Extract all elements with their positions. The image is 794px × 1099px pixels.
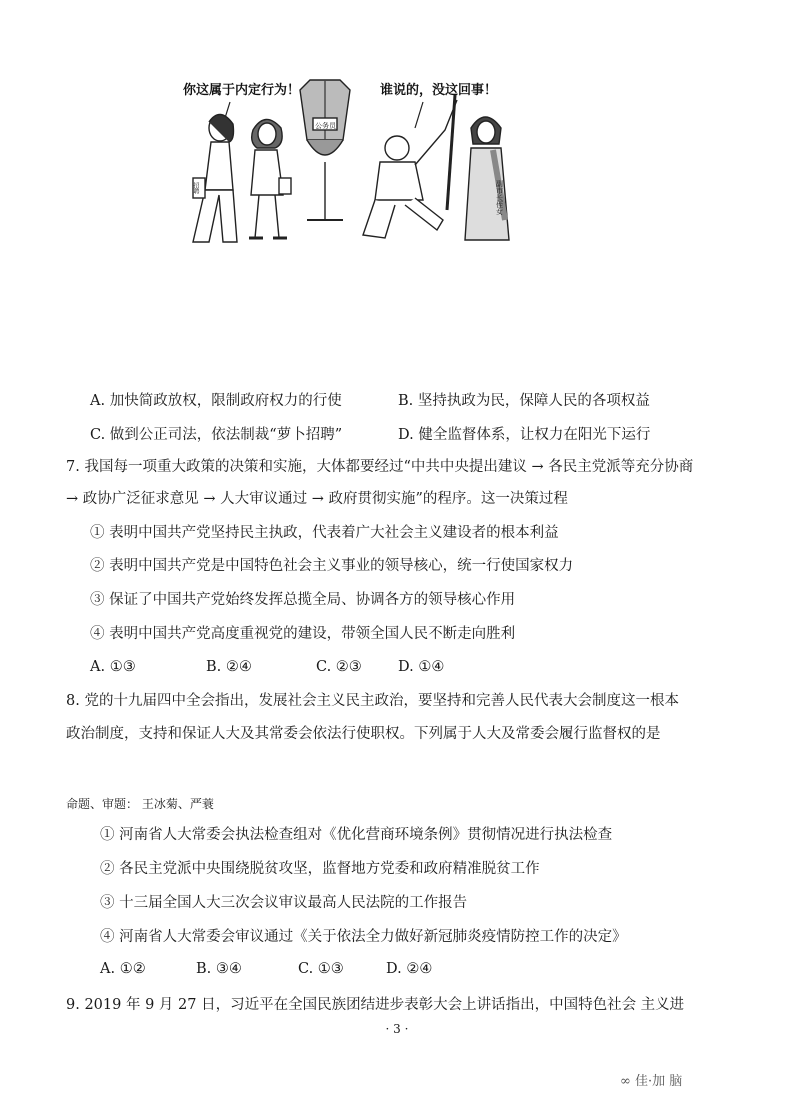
woman-second-figure	[249, 119, 291, 238]
q7-option-a: A. ①③	[90, 659, 136, 675]
q6-option-c: C. 做到公正司法，依法制裁“萝卜招聘”	[90, 427, 343, 443]
q8-item-4: ④ 河南省人大常委会审议通过《关于依法全力做好新冠肺炎疫情防控工作的决定》	[100, 929, 627, 945]
woman-left-figure	[193, 114, 237, 242]
q8-item-1: ① 河南省人大常委会执法检查组对《优化营商环境条例》贯彻情况进行执法检查	[100, 827, 613, 843]
speech-left: 你这属于内定行为！	[183, 82, 301, 97]
q7-option-c: C. ②③	[316, 659, 362, 675]
q8-stem-line1: 8. 党的十九届四中全会指出，发展社会主义民主政治，要坚持和完善人民代表大会制度这一根本	[66, 693, 679, 709]
mannequin-figure	[300, 80, 350, 220]
q7-item-2: ② 表明中国共产党是中国特色社会主义事业的领导核心，统一行使国家权力	[90, 558, 574, 574]
speech-right: 谁说的，没这回事！	[380, 82, 498, 97]
page-number: · 3 ·	[385, 1022, 409, 1036]
q8-stem-line2: 政治制度，支持和保证人大及其常委会依法行使职权。下列属于人大及常委会履行监督权的是	[66, 726, 661, 742]
q8-item-2: ② 各民主党派中央围绕脱贫攻坚，监督地方党委和政府精准脱贫工作	[100, 861, 540, 877]
badge-label: 招聘	[192, 182, 198, 194]
q6-option-a: A. 加快简政放权，限制政府权力的行使	[90, 393, 342, 409]
q8-option-c: C. ①③	[298, 961, 344, 977]
mannequin-label: 公务员	[315, 123, 336, 130]
q7-option-b: B. ②④	[206, 659, 252, 675]
q7-item-3: ③ 保证了中国共产党始终发挥总揽全局、协调各方的领导核心作用	[90, 592, 516, 608]
sash-label: 副市长侄女	[495, 180, 503, 215]
cartoon-illustration	[175, 70, 525, 250]
q9-stem-line1: 9. 2019 年 9 月 27 日，习近平在全国民族团结进步表彰大会上讲话指出，中国特色社会 主义进	[66, 997, 685, 1013]
q6-option-d: D. 健全监督体系，让权力在阳光下运行	[398, 427, 651, 443]
q7-stem-line1: 7. 我国每一项重大政策的决策和实施，大体都要经过“中共中央提出建议 → 各民主党派等充分协商	[66, 459, 694, 475]
watermark: ∞ 佳·加 脑	[620, 1074, 683, 1089]
q8-item-3: ③ 十三届全国人大三次会议审议最高人民法院的工作报告	[100, 895, 468, 911]
q8-option-a: A. ①②	[100, 961, 146, 977]
q7-item-4: ④ 表明中国共产党高度重视党的建设，带领全国人民不断走向胜利	[90, 626, 516, 642]
authors-note: 命题、审题： 王冰菊、严蓑	[66, 797, 214, 811]
q8-option-b: B. ③④	[196, 961, 242, 977]
q7-stem-line2: → 政协广泛征求意见 → 人大审议通过 → 政府贯彻实施”的程序。这一决策过程	[66, 491, 568, 507]
q7-option-d: D. ①④	[398, 659, 445, 675]
woman-right-figure	[465, 117, 509, 240]
q6-option-b: B. 坚持执政为民，保障人民的各项权益	[398, 393, 650, 409]
tailor-man-figure	[363, 95, 457, 238]
q8-option-d: D. ②④	[386, 961, 433, 977]
q7-item-1: ① 表明中国共产党坚持民主执政，代表着广大社会主义建设者的根本利益	[90, 525, 559, 541]
